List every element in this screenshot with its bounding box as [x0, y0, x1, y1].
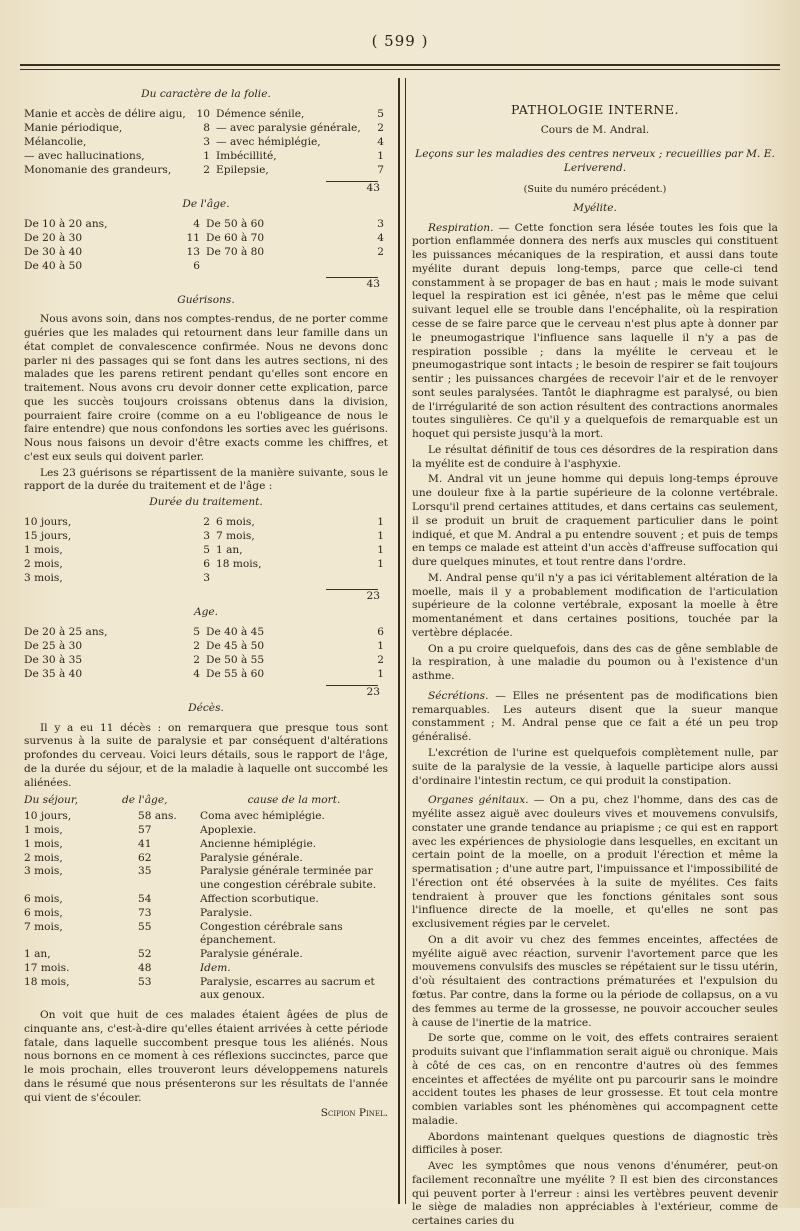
- table-cell: De 70 à 80: [206, 245, 265, 258]
- table-cell: 6 mois,: [216, 516, 255, 529]
- table-cell: Apoplexie.: [200, 824, 257, 837]
- table-cell: 7 mois,: [216, 530, 255, 543]
- paragraph: On voit que huit de ces malades étaient âgées de plus de cinquante ans, c'est-à-dire qu'elles étaient arrivées à cette période fatale, dans laquelle succombent presque tous les aliénés. Nous nous bornons en ce moment à ces réflexions succinctes, parce que le mois prochain, elles trouveront leurs développemens naturels dans le résumé que nous présenterons sur les résultats de l'année qui vient de s'écouler.: [24, 1009, 388, 1104]
- table-row: [24, 516, 388, 530]
- table-cell: [366, 260, 384, 274]
- paragraph-body: — Cette fonction sera lésée toutes les fois que la portion enflammée donnera des nerfs aux muscles qui constituent les puissances mécaniques de la respiration, et aussi dans toute myélite durant depuis long-temps, parce que celle-ci tend constamment à se propager de bas en haut ; mais le mode suivant lequel la respiration est ici gênée, n'est pas le même que celui suivant lequel elle se trouble dans l'encéphalite, où la respiration cesse de se faire parce que le cerveau n'est plus apte à donner par le pneumogastrique l'influence sans laquelle il n'y a pas de respiration possible ; dans la myélite le cerveau et le pneumogastrique sont intacts ; le besoin de respirer se fait toujours sentir ; les puissances chargées de recevoir l'air et de le renvoyer sont seules paralysées. Tantôt le diaphragme est paralysé, ou bien de l'irrégularité de son action résultent des contractions anormales toutes singulières. Ce qu'il y a quelquefois de remarquable est un hoquet qui persiste jusqu'à la mort.: [412, 221, 778, 441]
- table-cell: Démence sénile,: [216, 107, 305, 120]
- age-table: [24, 218, 388, 274]
- table-row: [24, 921, 388, 949]
- table-cell: De 20 à 30: [24, 231, 83, 244]
- article-suite: (Suite du numéro précédent.): [523, 183, 667, 195]
- section-title-deces: Décès.: [188, 701, 224, 714]
- paragraph-organes: [412, 794, 778, 932]
- table-cell: 6 mois,: [24, 892, 63, 905]
- table-row: [24, 136, 388, 150]
- table-cell: 2: [193, 653, 200, 666]
- table-cell: De 50 à 60: [206, 217, 265, 230]
- table-cell: De 40 à 45: [206, 625, 265, 638]
- table-row: [24, 865, 388, 893]
- duree-total: 23: [366, 590, 380, 603]
- paragraph-lead: Sécrétions.: [428, 689, 489, 702]
- table-cell: 6: [203, 558, 210, 571]
- table-row: [24, 893, 388, 907]
- caractere-total: 43: [366, 181, 380, 194]
- table-cell: De 50 à 55: [206, 653, 265, 666]
- table-cell: 4: [377, 135, 384, 148]
- table-row: [24, 640, 388, 654]
- deces-table: [24, 810, 388, 1003]
- article-title: PATHOLOGIE INTERNE.: [511, 102, 679, 117]
- deces-table-header: [24, 794, 388, 810]
- table-cell: — avec hémiplégie,: [216, 135, 321, 148]
- paragraph-lead: Respiration.: [428, 221, 494, 234]
- table-cell: De 60 à 70: [206, 231, 265, 244]
- table-cell: 5: [193, 625, 200, 638]
- article-lecons: Leçons sur les maladies des centres nerveux ; recueillies par M. E. Leriverend.: [415, 148, 775, 174]
- table-cell: De 25 à 30: [24, 639, 83, 652]
- table-cell: 10 jours,: [24, 516, 72, 529]
- table-cell: 2: [203, 516, 210, 529]
- table-cell: 1 an,: [216, 544, 243, 557]
- paragraph: On a pu croire quelquefois, dans des cas de gêne semblable de la respiration, à une maladie du poumon ou à l'existence d'un asthme.: [412, 642, 778, 683]
- age-guerisons-total: 23: [366, 685, 380, 698]
- table-cell: 54: [138, 892, 152, 905]
- table-cell: 1 an,: [24, 948, 51, 961]
- table-cell: 3 mois,: [24, 865, 63, 878]
- right-column: [412, 86, 778, 1231]
- paragraph-body: — Elles ne présentent pas de modifications bien remarquables. Les auteurs disent que la sueur manque constamment ; M. Andral pense que ce fait a été un peu trop généralisé.: [412, 689, 778, 744]
- paragraph: Abordons maintenant quelques questions de diagnostic très difficiles à poser.: [412, 1130, 778, 1157]
- table-cell: 1: [377, 149, 384, 162]
- table-cell: 4: [377, 231, 384, 244]
- table-cell: 1: [203, 149, 210, 162]
- table-cell: 73: [138, 906, 152, 919]
- table-cell: 1: [377, 544, 384, 557]
- table-cell: Congestion cérébrale sans épanchement.: [200, 920, 343, 947]
- duree-table: [24, 516, 388, 586]
- table-cell: [216, 572, 366, 586]
- top-rule: [20, 64, 780, 70]
- table-cell: 6: [193, 259, 200, 272]
- table-cell: 1 mois,: [24, 837, 63, 850]
- table-row: [24, 246, 388, 260]
- table-cell: 2: [377, 653, 384, 666]
- table-cell: 17 mois.: [24, 961, 70, 974]
- table-cell: Imbécillité,: [216, 149, 277, 162]
- left-column: [24, 86, 388, 1121]
- table-cell: 5: [377, 107, 384, 120]
- table-cell: 4: [193, 217, 200, 230]
- paragraph: Le résultat définitif de tous ces désordres de la respiration dans la myélite est de conduire à l'asphyxie.: [412, 443, 778, 470]
- table-cell: Idem.: [200, 961, 231, 974]
- header-age: de l'âge,: [122, 794, 168, 807]
- table-row: [24, 948, 388, 962]
- article-course: Cours de M. Andral.: [540, 124, 650, 137]
- paragraph: M. Andral vit un jeune homme qui depuis long-temps éprouve une douleur fixe à la partie supérieure de la colonne vertébrale. Lorsqu'il prend certaines attitudes, et dans certains cas seulement, il se produit un bruit de craquement particulier dans le point indiqué, et que M. Andral a pu entendre souvent ; et puis de temps en temps ce malade est atteint d'un accès d'affreuse suffocation qui dure quelques minutes, et tout rentre dans l'ordre.: [412, 473, 778, 569]
- table-cell: Monomanie des grandeurs,: [24, 163, 172, 176]
- table-row: [24, 810, 388, 824]
- table-row: [24, 558, 388, 572]
- table-row: [24, 976, 388, 1004]
- table-cell: Paralysie générale.: [200, 948, 303, 961]
- table-cell: Affection scorbutique.: [200, 892, 319, 905]
- table-row: [24, 962, 388, 976]
- table-cell: 1: [377, 667, 384, 680]
- table-cell: 2 mois,: [24, 851, 63, 864]
- table-cell: De 30 à 40: [24, 245, 83, 258]
- paragraph-lead: Organes génitaux.: [428, 794, 529, 807]
- table-row: [24, 164, 388, 178]
- table-cell: Epilepsie,: [216, 163, 269, 176]
- table-cell: 1: [377, 516, 384, 529]
- table-cell: 1: [377, 530, 384, 543]
- header-cause: cause de la mort.: [247, 794, 341, 807]
- table-cell: 1: [377, 639, 384, 652]
- table-cell: 7: [377, 163, 384, 176]
- table-cell: 10 jours,: [24, 810, 72, 823]
- table-cell: De 40 à 50: [24, 259, 83, 272]
- table-cell: 1 mois,: [24, 544, 63, 557]
- paragraph: L'excrétion de l'urine est quelquefois complètement nulle, par suite de la paralysie de la vessie, à laquelle participe alors aussi d'ordinaire l'intestin rectum, ce qui produit la constipation.: [412, 746, 778, 787]
- article-subtitle: Myélite.: [573, 201, 617, 214]
- table-cell: 35: [138, 865, 152, 878]
- section-title-caractere: Du caractère de la folie.: [141, 88, 271, 100]
- table-row: [24, 654, 388, 668]
- table-cell: 18 mois,: [24, 975, 70, 988]
- table-cell: Paralysie générale.: [200, 851, 303, 864]
- paragraph: On a dit avoir vu chez des femmes enceintes, affectées de myélite aiguë avec réaction, survenir l'avortement parce que les mouvemens convulsifs des muscles se répétaient sur le tissu utérin, d'où résultaient des contractions prématurées et l'expulsion du fœtus. Par contre, dans la forme ou la période de collapsus, on a vu des femmes au terme de la grossesse, ne pouvoir accoucher seules à cause de l'inertie de la matrice.: [412, 933, 778, 1029]
- table-cell: Manie et accès de délire aigu,: [24, 107, 186, 120]
- table-cell: 2: [377, 121, 384, 134]
- table-cell: 10: [196, 107, 210, 120]
- table-cell: 2: [203, 163, 210, 176]
- table-row: [24, 544, 388, 558]
- age-total: 43: [366, 277, 380, 290]
- table-cell: 3: [377, 217, 384, 230]
- table-cell: 48: [138, 961, 152, 974]
- paragraph: De sorte que, comme on le voit, des effets contraires seraient produits suivant que l'inflammation serait aiguë ou chronique. Mais à côté de ces cas, on en rencontre d'autres où des femmes enceintes et affectées de myélite ont pu parcourir sans le moindre accident toutes les phases de leur grossesse. Et tout cela montre combien variables sont les phénomènes qui accompagnent cette maladie.: [412, 1032, 778, 1127]
- table-cell: 18 mois,: [216, 558, 262, 571]
- column-divider: [398, 78, 406, 1204]
- table-cell: [206, 260, 366, 274]
- table-row: [24, 260, 388, 274]
- table-cell: 57: [138, 824, 152, 837]
- table-cell: De 20 à 25 ans,: [24, 625, 108, 638]
- paragraph-secretions: [412, 690, 778, 745]
- table-cell: De 10 à 20 ans,: [24, 217, 108, 230]
- paragraph: Avec les symptômes que nous venons d'énumérer, peut-on facilement reconnaître une myélite ? Il est bien des circonstances qui peuvent porter à l'erreur : ainsi les vertèbres peuvent devenir le siège de maladies non appréciables à l'extérieur, comme de certaines caries du: [412, 1160, 778, 1228]
- table-cell: 55: [138, 920, 152, 933]
- table-cell: 2: [377, 245, 384, 258]
- table-cell: De 30 à 35: [24, 653, 83, 666]
- table-cell: 52: [138, 948, 152, 961]
- table-row: [24, 626, 388, 640]
- table-row: [24, 572, 388, 586]
- table-row: [24, 668, 388, 682]
- header-sejour: Du séjour,: [24, 794, 79, 807]
- table-cell: Paralysie générale terminée par une congestion cérébrale subite.: [200, 865, 377, 892]
- table-cell: 3: [203, 530, 210, 543]
- section-title-guerisons: Guérisons.: [177, 293, 235, 306]
- table-row: [24, 232, 388, 246]
- table-cell: 3: [203, 135, 210, 148]
- table-row: [24, 907, 388, 921]
- signature: Scipion Pinel.: [320, 1107, 388, 1120]
- page-number: ( 599 ): [371, 32, 429, 50]
- table-cell: 53: [138, 975, 152, 988]
- table-cell: De 35 à 40: [24, 667, 83, 680]
- age-guerisons-table: [24, 626, 388, 682]
- paragraph: M. Andral pense qu'il n'y a pas ici véritablement altération de la moelle, mais il y a probablement modification de l'articulation supérieure de la colonne vertébrale, exposant la moelle à être momentanément et dans certaines positions, touchée par la vertèbre déplacée.: [412, 571, 778, 639]
- table-cell: 15 jours,: [24, 530, 72, 543]
- table-cell: De 55 à 60: [206, 667, 265, 680]
- section-title-age-guerisons: Age.: [193, 606, 219, 619]
- table-row: [24, 852, 388, 866]
- table-cell: 13: [186, 245, 200, 258]
- table-cell: — avec hallucinations,: [24, 149, 145, 162]
- paragraph-respiration: [412, 222, 778, 442]
- table-cell: 6: [377, 625, 384, 638]
- table-cell: 58 ans.: [138, 810, 177, 823]
- table-row: [24, 530, 388, 544]
- paragraph-body: — On a pu, chez l'homme, dans des cas de myélite assez aiguë avec douleurs vives et mouvemens convulsifs, constater une grande tendance au priapisme ; ce qui est en rapport avec les expériences de physiologie dans lesquelles, en excitant un certain point de la moelle, on a produit l'érection et même la spermatisation ; d'une autre part, l'impuissance et l'impossibilité de l'érection ont été observées à la suite de myélites. Ces faits tendraient à prouver que les fonctions génitales sont sous l'influence directe de la moelle, et qu'elles ne sont pas exclusivement régies par le cervelet.: [412, 794, 778, 931]
- table-cell: [366, 572, 384, 586]
- table-cell: 8: [203, 121, 210, 134]
- table-cell: 41: [138, 837, 152, 850]
- table-cell: 1 mois,: [24, 824, 63, 837]
- table-cell: 6 mois,: [24, 906, 63, 919]
- table-cell: De 45 à 50: [206, 639, 265, 652]
- table-cell: Manie périodique,: [24, 121, 123, 134]
- table-cell: 2 mois,: [24, 558, 63, 571]
- table-row: [24, 122, 388, 136]
- table-row: [24, 218, 388, 232]
- table-cell: Ancienne hémiplégie.: [200, 837, 317, 850]
- paragraph: Les 23 guérisons se répartissent de la manière suivante, sous le rapport de la durée du traitement et de l'âge :: [24, 466, 388, 493]
- table-cell: 5: [203, 544, 210, 557]
- table-cell: 3 mois,: [24, 572, 63, 585]
- table-cell: 1: [377, 558, 384, 571]
- table-cell: Mélancolie,: [24, 135, 87, 148]
- table-cell: Coma avec hémiplégie.: [200, 810, 325, 823]
- table-cell: Paralysie, escarres au sacrum et aux genoux.: [200, 975, 375, 1002]
- caractere-table: [24, 108, 388, 178]
- table-cell: 11: [186, 231, 200, 244]
- table-row: [24, 838, 388, 852]
- table-cell: 7 mois,: [24, 920, 63, 933]
- table-cell: Paralysie.: [200, 906, 253, 919]
- paragraph: Il y a eu 11 décès : on remarquera que presque tous sont survenus à la suite de paralysie et par conséquent d'altérations profondes du cerveau. Voici leurs détails, sous le rapport de l'âge, de la durée du séjour, et de la maladie à laquelle ont succombé les aliénées.: [24, 721, 388, 789]
- table-row: [24, 824, 388, 838]
- table-cell: 3: [203, 572, 210, 585]
- table-cell: — avec paralysie générale,: [216, 121, 361, 134]
- table-row: [24, 108, 388, 122]
- table-cell: 4: [193, 667, 200, 680]
- table-row: [24, 150, 388, 164]
- paragraph: Nous avons soin, dans nos comptes-rendus, de ne porter comme guéries que les malades qui retournent dans leur famille dans un état complet de convalescence confirmée. Nous ne devons donc parler ni des passages qui se font dans les autres sections, ni des malades que les parens retirent pendant qu'elles sont encore en traitement. Nous avons cru devoir donner cette explication, parce que les succès toujours croissans obtenus dans la division, pourraient faire croire (comme on a eu l'obligeance de nous le faire entendre) que nous confondons les sorties avec les guérisons. Nous nous faisons un devoir d'être exacts comme les chiffres, et c'est eux seuls qui doivent parler.: [24, 313, 388, 463]
- section-title-duree: Durée du traitement.: [149, 496, 263, 509]
- section-title-age: De l'âge.: [182, 197, 230, 210]
- table-cell: 2: [193, 639, 200, 652]
- table-cell: 62: [138, 851, 152, 864]
